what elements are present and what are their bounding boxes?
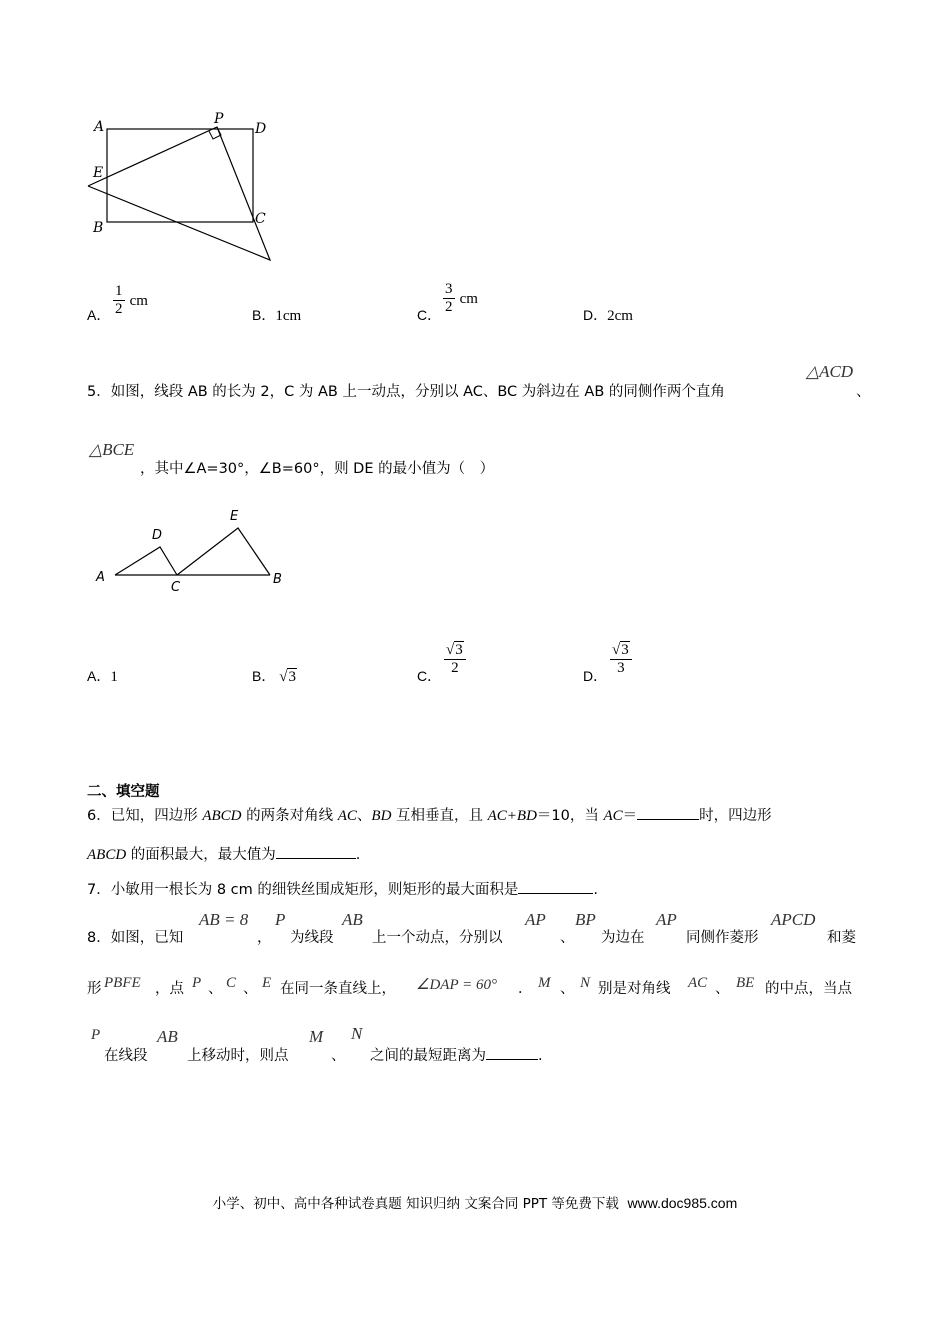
sqrt-value: √3 (279, 669, 296, 685)
q8-text: 同侧作菱形 (686, 930, 759, 946)
q8-ab: AB (342, 910, 363, 929)
q8-comma: ， (257, 930, 272, 946)
q8-bp: BP (575, 910, 596, 929)
q8-text: 在同一条直线上， (280, 981, 396, 997)
q7-blank[interactable] (518, 879, 593, 894)
q6-line2: ABCD 的面积最大，最大值为 . (87, 843, 360, 864)
q8-n3: N (351, 1024, 363, 1043)
q8-be: BE (736, 975, 755, 991)
footer-url[interactable]: www.doc985.com (627, 1195, 738, 1211)
q5-option-b[interactable]: B． √3 (252, 668, 296, 685)
label-b: B (273, 572, 282, 587)
q8-pbfe: PBFE (104, 975, 141, 991)
q8-text: 和菱 (827, 930, 856, 946)
q8-ap2: AP (656, 910, 677, 929)
label-e: E (230, 509, 239, 524)
q8-m3: M (309, 1027, 324, 1046)
q5-separator: 、 (856, 384, 871, 400)
q4-option-a-value: $\frac{1}{2}$ cm (115, 283, 148, 317)
label-e: E (93, 165, 104, 181)
q4-option-b[interactable]: B．1cm (252, 307, 302, 324)
q8-c: C (226, 975, 237, 991)
section-title-fill-in: 二、填空题 (87, 784, 160, 800)
q8-line3: 之间的最短距离为 . (370, 1044, 543, 1065)
q4-option-c-value: $\frac{3}{2}$ cm (445, 281, 478, 315)
q8-text: 别是对角线 (598, 981, 671, 997)
triangle-acd (115, 547, 177, 575)
label-b: B (93, 220, 104, 236)
q4-option-c[interactable]: C． (417, 307, 442, 323)
q8-ab-eq-8: AB = 8 (199, 910, 249, 929)
q8-sep: 、 (560, 930, 575, 946)
figure-rectangle-triangle (80, 105, 295, 270)
q8-text: ，点 (155, 981, 184, 997)
figure-two-triangles (90, 503, 290, 598)
q8-text: 为线段 (290, 930, 334, 946)
q8-m: M (538, 975, 551, 991)
q5-option-c[interactable]: C． (417, 668, 442, 684)
q4-option-d[interactable]: D．2cm (583, 307, 633, 324)
rectangle-abcd (107, 129, 253, 222)
q8-ap: AP (525, 910, 546, 929)
q8-text: ． (518, 981, 533, 997)
label-a: A (94, 119, 105, 135)
q8-text: 上移动时，则点 (187, 1048, 289, 1064)
q8-blank[interactable] (486, 1045, 538, 1060)
q4-option-a[interactable]: A． (87, 307, 111, 323)
q5-line1: 5．如图，线段 AB 的长为 2，C 为 AB 上一动点，分别以 AC、BC 为斜边在 AB 的同侧作两个直角 (87, 384, 725, 400)
q5-triangle-bce: △BCE (89, 440, 135, 459)
q8-ac: AC (688, 975, 708, 991)
q6-line1: 6．已知，四边形 ABCD 的两条对角线 AC、BD 互相垂直，且 AC+BD＝10，当 AC＝ 时，四边形 (87, 804, 772, 825)
q5-option-a[interactable]: A．1 (87, 668, 118, 685)
label-c: C (171, 580, 181, 595)
q8-apcd: APCD (771, 910, 816, 929)
q8-text: 在线段 (104, 1048, 148, 1064)
q7-line: 7．小敏用一根长为 8 cm 的细铁丝围成矩形，则矩形的最大面积是 . (87, 878, 598, 899)
q8-sep: 、 (560, 981, 575, 997)
q8-text: 上一个动点，分别以 (372, 930, 503, 946)
q6-blank-ac[interactable] (637, 805, 699, 820)
q8-sep: 、 (208, 981, 223, 997)
q8-sep: 、 (243, 981, 258, 997)
triangle-bce (177, 528, 270, 575)
q8-sep: 、 (331, 1048, 346, 1064)
label-d: D (255, 121, 267, 137)
label-a: A (96, 570, 105, 585)
label-c: C (255, 211, 266, 227)
triangle-epf (88, 127, 270, 260)
q8-text: 为边在 (601, 930, 645, 946)
q8-text: 的中点，当点 (765, 981, 852, 997)
q5-option-c-value: $\frac{√3}{2}$ (444, 642, 466, 677)
q5-triangle-acd: △ACD (806, 362, 854, 381)
q8-sep: 、 (715, 981, 730, 997)
q5-line2: ，其中∠A=30°，∠B=60°，则 DE 的最小值为（ ） (140, 461, 495, 477)
q8-p: P (275, 910, 286, 929)
page-footer: 小学、初中、高中各种试卷真题 知识归纳 文案合同 PPT 等免费下载 www.doc985.com (212, 1195, 738, 1212)
q8-angle-dap: ∠DAP = 60° (416, 977, 497, 993)
q5-option-d-value: $\frac{√3}{3}$ (610, 642, 632, 677)
q8-line1: 8．如图，已知 (87, 930, 184, 946)
q8-n: N (580, 975, 591, 991)
q8-e: E (262, 975, 272, 991)
q5-option-d[interactable]: D． (583, 668, 608, 684)
q6-blank-max-area[interactable] (276, 844, 356, 859)
q8-line2: 形 (87, 981, 102, 997)
q8-p3: P (91, 1027, 101, 1043)
q8-ab3: AB (157, 1027, 178, 1046)
label-d: D (152, 528, 163, 543)
label-p: P (214, 111, 224, 127)
q8-p2: P (192, 975, 202, 991)
